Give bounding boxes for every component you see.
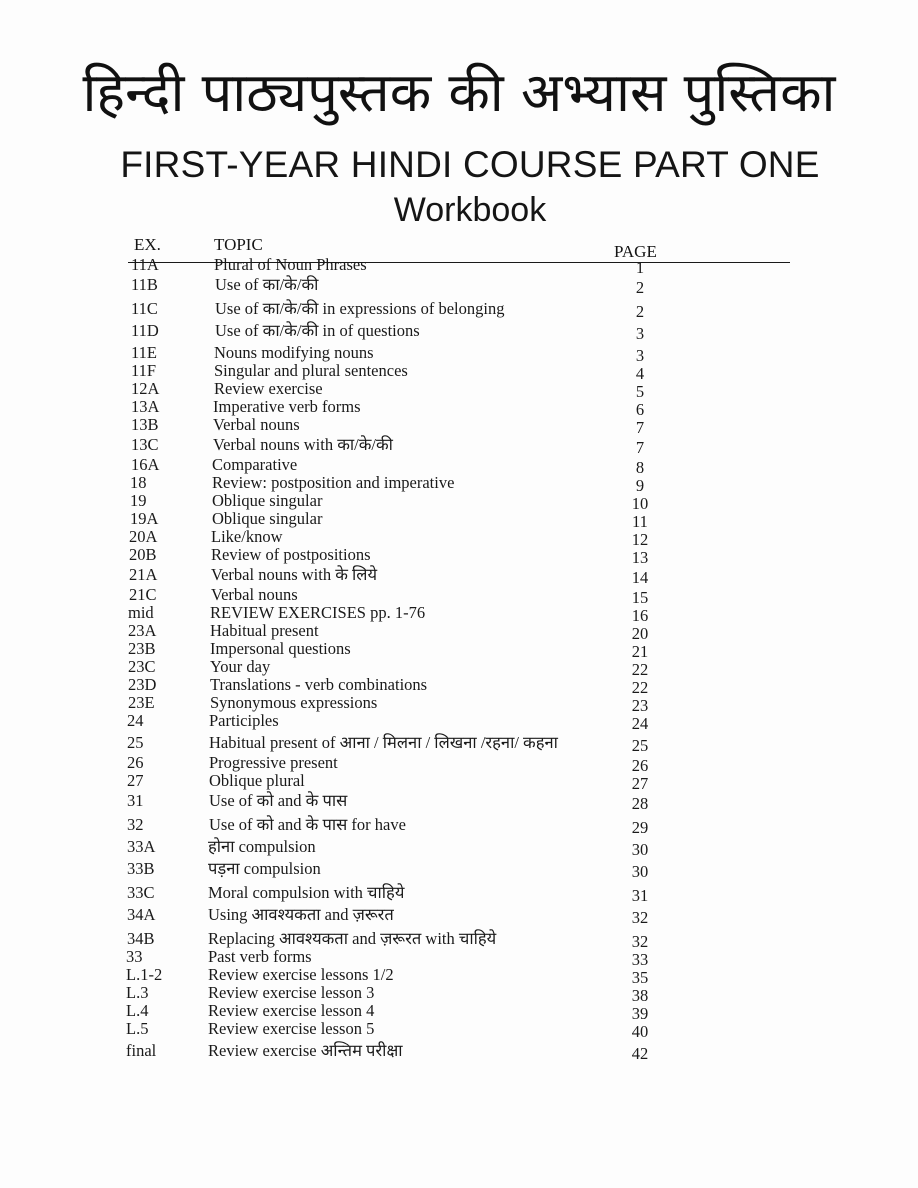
toc-row [0, 603, 918, 625]
toc-page-number: 30 [631, 840, 649, 859]
toc-topic: Use of का/के/की in of questions [215, 321, 420, 340]
toc-page-number: 6 [635, 400, 645, 419]
toc-row [0, 527, 918, 549]
toc-row [0, 397, 918, 419]
toc-page-number: 15 [631, 588, 649, 607]
toc-ex-number: 13B [131, 415, 159, 434]
toc-topic: Synonymous expressions [210, 693, 378, 712]
toc-topic: Review exercise [214, 379, 323, 398]
toc-ex-number: L.4 [126, 1001, 149, 1020]
toc-page-number: 2 [635, 278, 645, 297]
toc-row [0, 837, 918, 859]
toc-page-number: 20 [631, 624, 649, 643]
toc-topic: Review of postpositions [211, 545, 371, 564]
header-page: PAGE [614, 242, 657, 261]
toc-row [0, 771, 918, 793]
toc-topic: Use of का/के/की [215, 275, 319, 294]
toc-topic: Plural of Noun Phrases [214, 255, 367, 274]
toc-ex-number: L.3 [126, 983, 149, 1002]
toc-row [0, 883, 918, 905]
toc-row [0, 1001, 918, 1023]
toc-row [0, 299, 918, 321]
toc-topic: Verbal nouns [211, 585, 298, 604]
hindi-title: हिन्दी पाठ्यपुस्तक की अभ्यास पुस्तिका [82, 61, 836, 124]
toc-topic: Replacing आवश्यकता and ज़रूरत with चाहिये [208, 929, 497, 948]
toc-topic: Use of को and के पास [209, 791, 348, 810]
toc-page-number: 32 [631, 908, 649, 927]
toc-ex-number: 23B [128, 639, 156, 658]
toc-ex-number: 13A [131, 397, 160, 416]
toc-ex-number: 12A [131, 379, 160, 398]
toc-page-number: 31 [631, 886, 649, 905]
toc-topic: Oblique plural [209, 771, 305, 790]
toc-ex-number: 24 [127, 711, 144, 730]
toc-page-number: 29 [631, 818, 649, 837]
toc-ex-number: 11D [131, 321, 159, 340]
toc-page-number: 22 [631, 660, 649, 679]
english-title: FIRST-YEAR HINDI COURSE PART ONE [120, 144, 820, 185]
toc-topic: Oblique singular [212, 491, 323, 510]
toc-topic: Using आवश्यकता and ज़रूरत [208, 905, 394, 924]
toc-page-number: 16 [631, 606, 649, 625]
toc-row [0, 321, 918, 343]
toc-row [0, 361, 918, 383]
toc-topic: Participles [209, 711, 279, 730]
toc-ex-number: mid [128, 603, 154, 622]
toc-row [0, 733, 918, 755]
toc-page-number: 25 [631, 736, 649, 755]
toc-page-number: 3 [635, 346, 645, 365]
toc-ex-number: 26 [127, 753, 144, 772]
toc-topic: Singular and plural sentences [214, 361, 408, 380]
toc-row [0, 585, 918, 607]
toc-topic: Use of का/के/की in expressions of belonging [215, 299, 505, 318]
toc-ex-number: 34A [127, 905, 156, 924]
toc-ex-number: 23A [128, 621, 157, 640]
toc-topic: Review exercise lesson 3 [208, 983, 375, 1002]
toc-topic: Review exercise lesson 4 [208, 1001, 375, 1020]
toc-row [0, 929, 918, 951]
toc-ex-number: 23D [128, 675, 157, 694]
toc-topic: Review exercise अन्तिम परीक्षा [208, 1041, 403, 1060]
toc-ex-number: L.1-2 [126, 965, 163, 984]
toc-row [0, 675, 918, 697]
toc-page-number: 24 [631, 714, 649, 733]
toc-topic: होना compulsion [208, 837, 316, 856]
toc-page-number: 39 [631, 1004, 649, 1023]
toc-row [0, 791, 918, 813]
toc-page-number: 33 [631, 950, 649, 969]
toc-row [0, 639, 918, 661]
toc-row [0, 1041, 918, 1063]
toc-row [0, 343, 918, 365]
toc-topic: Use of को and के पास for have [209, 815, 406, 834]
toc-topic: Oblique singular [212, 509, 323, 528]
toc-row [0, 693, 918, 715]
toc-page-number: 21 [631, 642, 649, 661]
toc-row [0, 983, 918, 1005]
toc-ex-number: 21C [129, 585, 157, 604]
toc-ex-number: 11C [131, 299, 158, 318]
toc-ex-number: 19A [130, 509, 159, 528]
toc-topic: Moral compulsion with चाहिये [208, 883, 405, 902]
toc-row [0, 1019, 918, 1041]
header-topic: TOPIC [214, 235, 263, 254]
toc-topic: Review exercise lesson 5 [208, 1019, 375, 1038]
toc-row [0, 255, 918, 277]
toc-page-number: 28 [631, 794, 649, 813]
toc-row [0, 657, 918, 679]
toc-page-number: 9 [635, 476, 645, 495]
toc-row [0, 509, 918, 531]
toc-ex-number: 16A [131, 455, 160, 474]
toc-ex-number: 33C [127, 883, 155, 902]
toc-row [0, 859, 918, 881]
toc-topic: Review exercise lessons 1/2 [208, 965, 394, 984]
toc-row [0, 491, 918, 513]
toc-page-number: 35 [631, 968, 649, 987]
toc-ex-number: 33B [127, 859, 155, 878]
toc-page-number: 14 [631, 568, 649, 587]
toc-ex-number: 11E [131, 343, 157, 362]
toc-page-number: 11 [632, 512, 648, 531]
toc-page-number: 10 [631, 494, 649, 513]
toc-page-number: 23 [631, 696, 649, 715]
toc-topic: Translations - verb combinations [210, 675, 428, 694]
toc-ex-number: 20A [129, 527, 158, 546]
toc-page-number: 12 [631, 530, 649, 549]
toc-row [0, 473, 918, 495]
toc-topic: Like/know [211, 527, 283, 546]
toc-page-number: 1 [635, 258, 645, 277]
toc-topic: Verbal nouns with का/के/की [213, 435, 393, 454]
toc-row [0, 815, 918, 837]
toc-ex-number: 32 [127, 815, 144, 834]
toc-row [0, 415, 918, 437]
toc-page-number: 5 [635, 382, 645, 401]
toc-row [0, 753, 918, 775]
toc-page-number: 40 [631, 1022, 649, 1041]
toc-topic: Habitual present [210, 621, 319, 640]
toc-ex-number: 11B [131, 275, 158, 294]
toc-row [0, 905, 918, 927]
toc-row [0, 965, 918, 987]
toc-ex-number: 20B [129, 545, 157, 564]
subtitle: Workbook [393, 191, 547, 229]
toc-page-number: 13 [631, 548, 649, 567]
toc-ex-number: 25 [127, 733, 144, 752]
toc-ex-number: 23C [128, 657, 156, 676]
toc-page-number: 32 [631, 932, 649, 951]
toc-topic: Nouns modifying nouns [214, 343, 374, 362]
toc-ex-number: 13C [131, 435, 159, 454]
toc-ex-number: 11F [131, 361, 157, 380]
toc-topic: Impersonal questions [210, 639, 351, 658]
toc-ex-number: 18 [130, 473, 147, 492]
toc-page-number: 8 [635, 458, 645, 477]
toc-ex-number: 31 [127, 791, 144, 810]
toc-ex-number: 11A [131, 255, 159, 274]
toc-ex-number: 33A [127, 837, 156, 856]
toc-row [0, 565, 918, 587]
toc-topic: REVIEW EXERCISES pp. 1-76 [210, 603, 426, 622]
header-ex: EX. [134, 235, 161, 254]
toc-topic: Verbal nouns with के लिये [211, 565, 378, 584]
toc-topic: पड़ना compulsion [208, 859, 321, 878]
toc-page-number: 4 [635, 364, 645, 383]
toc-page-number: 26 [631, 756, 649, 775]
toc-ex-number: 21A [129, 565, 158, 584]
toc-row [0, 711, 918, 733]
toc-page-number: 38 [631, 986, 649, 1005]
toc-topic: Verbal nouns [213, 415, 300, 434]
toc-page-number: 30 [631, 862, 649, 881]
toc-row [0, 545, 918, 567]
toc-topic: Review: postposition and imperative [212, 473, 455, 492]
toc-page-number: 42 [631, 1044, 649, 1063]
toc-page-number: 7 [635, 418, 645, 437]
toc-row [0, 379, 918, 401]
toc-ex-number: final [126, 1041, 157, 1060]
toc-row [0, 621, 918, 643]
toc-row [0, 947, 918, 969]
toc-ex-number: 19 [130, 491, 147, 510]
toc-ex-number: 34B [127, 929, 155, 948]
toc-row [0, 455, 918, 477]
toc-topic: Your day [210, 657, 271, 676]
toc-row [0, 435, 918, 457]
toc-ex-number: 33 [126, 947, 143, 966]
toc-page-number: 2 [635, 302, 645, 321]
toc-topic: Past verb forms [208, 947, 312, 966]
toc-ex-number: 27 [127, 771, 144, 790]
toc-topic: Comparative [212, 455, 298, 474]
toc-topic: Imperative verb forms [213, 397, 361, 416]
toc-ex-number: L.5 [126, 1019, 149, 1038]
toc-page-number: 27 [631, 774, 649, 793]
toc-page-number: 3 [635, 324, 645, 343]
toc-page-number: 22 [631, 678, 649, 697]
toc-page-number: 7 [635, 438, 645, 457]
toc-row [0, 275, 918, 297]
toc-topic: Progressive present [209, 753, 338, 772]
toc-ex-number: 23E [128, 693, 155, 712]
toc-topic: Habitual present of आना / मिलना / लिखना /रहना/ कहना [209, 733, 558, 752]
